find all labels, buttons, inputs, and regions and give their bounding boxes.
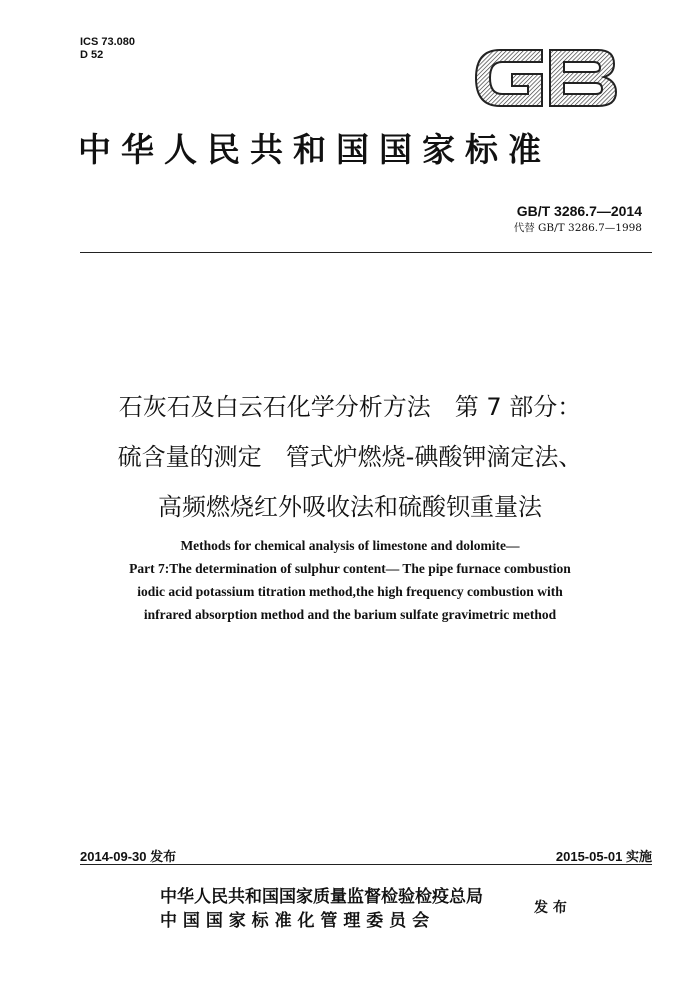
footer-divider — [80, 864, 652, 865]
replaces-note: 代替 GB/T 3286.7—1998 — [513, 222, 642, 234]
title-en-line-4: infrared absorption method and the barium sulfate gravimetric method — [143, 607, 557, 622]
standard-number: GB/T 3286.7—2014 — [516, 203, 642, 219]
title-zh-line-2: 硫含量的测定 管式炉燃烧-碘酸钾滴定法、 — [117, 443, 583, 471]
title-en-line-2: Part 7:The determination of sulphur content— The pipe furnace combustion — [129, 561, 571, 576]
title-en-line-3: iodic acid potassium titration method,the high frequency combustion with — [137, 584, 563, 599]
ccs-code: D 52 — [80, 49, 104, 61]
issuer-sac: 中 国 国 家 标 准 化 管 理 委 员 会 — [160, 911, 430, 931]
title-en-line-1: Methods for chemical analysis of limestone and dolomite— — [180, 538, 520, 553]
header-divider — [80, 252, 652, 253]
ics-code: ICS 73.080 — [80, 36, 136, 48]
title-zh-line-1: 石灰石及白云石化学分析方法 第 7 部分： — [118, 393, 582, 421]
issue-label: 发 布 — [534, 900, 567, 916]
publish-date: 2014-09-30 发布 — [80, 849, 177, 864]
title-zh-line-3: 高频燃烧红外吸收法和硫酸钡重量法 — [158, 493, 542, 521]
gb-logo — [470, 40, 620, 116]
implement-date: 2015-05-01 实施 — [555, 849, 652, 864]
issuer-aqsiq: 中华人民共和国国家质量监督检验检疫总局 — [160, 887, 483, 907]
standard-type-title: 中华人民共和国国家标准 — [78, 130, 551, 169]
